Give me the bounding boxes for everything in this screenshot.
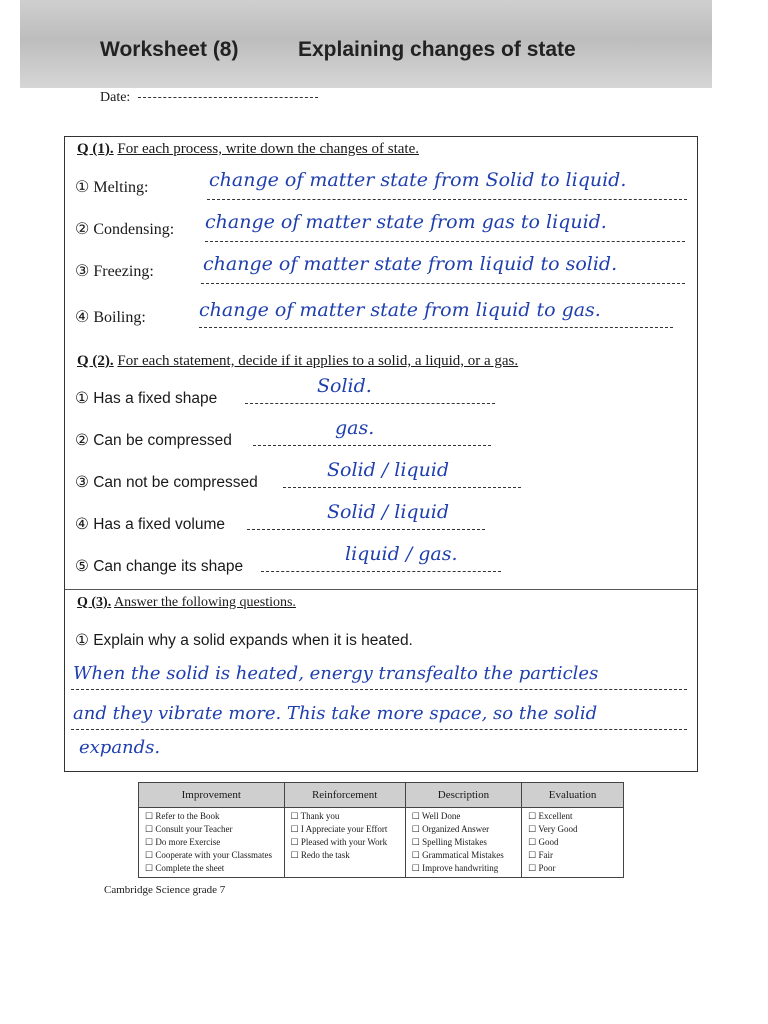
q1-label: ② Condensing: — [75, 221, 175, 238]
checkbox-option[interactable]: ☐ Fair — [528, 850, 553, 860]
description-cell — [405, 808, 521, 878]
evaluation-body-row — [139, 808, 624, 878]
header-improvement: Improvement — [139, 783, 285, 808]
evaluation-header-row — [139, 783, 624, 808]
q2-instruction: For each statement, decide if it applies to a solid, a liquid, or a gas. — [117, 353, 519, 369]
evaluation-table — [138, 782, 624, 878]
reinforcement-cell — [284, 808, 405, 878]
q2-answer: Solid / liquid — [327, 459, 450, 481]
q3-answer-line: and they vibrate more. This take more space, so the solid — [73, 703, 598, 724]
checkbox-option[interactable]: ☐ Redo the task — [290, 850, 350, 860]
checkbox-option[interactable]: ☐ Thank you — [290, 811, 340, 821]
checkbox-option[interactable]: ☐ Good — [528, 837, 559, 847]
checkbox-option[interactable]: ☐ Very Good — [528, 824, 578, 834]
checkbox-option[interactable]: ☐ Organized Answer — [411, 824, 490, 834]
checkbox-option[interactable]: ☐ Cooperate with your Classmates — [145, 850, 273, 860]
q1-heading — [77, 141, 419, 158]
date-label: Date: — [100, 90, 131, 105]
checkbox-option[interactable]: ☐ Refer to the Book — [145, 811, 220, 821]
q2-label: ③ Can not be compressed — [75, 474, 258, 491]
evaluation-cell — [522, 808, 624, 878]
header-reinforcement: Reinforcement — [284, 783, 405, 808]
q1-label: ③ Freezing: — [75, 263, 154, 280]
q2-label: ④ Has a fixed volume — [75, 516, 226, 533]
checkbox-option[interactable]: ☐ Complete the sheet — [145, 863, 225, 873]
checkbox-option[interactable]: ☐ Pleased with your Work — [290, 837, 388, 847]
q2-heading — [77, 353, 518, 370]
q2-label: ① Has a fixed shape — [75, 390, 218, 407]
q1-number: Q (1). — [77, 141, 114, 157]
q3-answer-line: expands. — [79, 737, 161, 758]
footer-text: Cambridge Science grade 7 — [104, 884, 226, 896]
q1-label: ④ Boiling: — [75, 309, 146, 326]
section-divider — [65, 589, 697, 590]
q1-answer: change of matter state from Solid to liquid. — [209, 169, 627, 191]
worksheet-topic: Explaining changes of state — [298, 38, 576, 61]
checkbox-option[interactable]: ☐ Improve handwriting — [411, 863, 499, 873]
q2-answer: Solid. — [317, 375, 372, 397]
q3-heading — [77, 595, 296, 611]
checkbox-option[interactable]: ☐ Well Done — [411, 811, 461, 821]
q1-answer: change of matter state from liquid to gas. — [199, 299, 601, 321]
worksheet-title: Worksheet (8) — [100, 38, 239, 61]
q2-label: ⑤ Can change its shape — [75, 558, 244, 575]
q1-label: ① Melting: — [75, 179, 149, 196]
q2-answer: gas. — [335, 417, 375, 439]
checkbox-option[interactable]: ☐ Spelling Mistakes — [411, 837, 487, 847]
checkbox-option[interactable]: ☐ Grammatical Mistakes — [411, 850, 504, 860]
checkbox-option[interactable]: ☐ Excellent — [528, 811, 573, 821]
improvement-cell — [139, 808, 285, 878]
q3-question: ① Explain why a solid expands when it is heated. — [75, 632, 413, 649]
q1-instruction: For each process, write down the changes of state. — [117, 141, 419, 157]
q2-answer: Solid / liquid — [327, 501, 450, 523]
date-line — [100, 90, 318, 106]
checkbox-option[interactable]: ☐ Do more Exercise — [145, 837, 221, 847]
q3-instruction: Answer the following questions. — [113, 595, 296, 610]
checkbox-option[interactable]: ☐ I Appreciate your Effort — [290, 824, 388, 834]
header-evaluation: Evaluation — [522, 783, 624, 808]
q1-answer: change of matter state from liquid to solid. — [203, 253, 618, 275]
q2-number: Q (2). — [77, 353, 114, 369]
header-description: Description — [405, 783, 521, 808]
questions-box — [64, 136, 698, 772]
q2-answer: liquid / gas. — [345, 543, 458, 565]
q2-label: ② Can be compressed — [75, 432, 232, 449]
checkbox-option[interactable]: ☐ Consult your Teacher — [145, 824, 233, 834]
q3-number: Q (3). — [77, 595, 112, 610]
q1-answer: change of matter state from gas to liquid. — [205, 211, 607, 233]
q3-answer-line: When the solid is heated, energy transfealto the particles — [73, 663, 599, 684]
checkbox-option[interactable]: ☐ Poor — [528, 863, 556, 873]
